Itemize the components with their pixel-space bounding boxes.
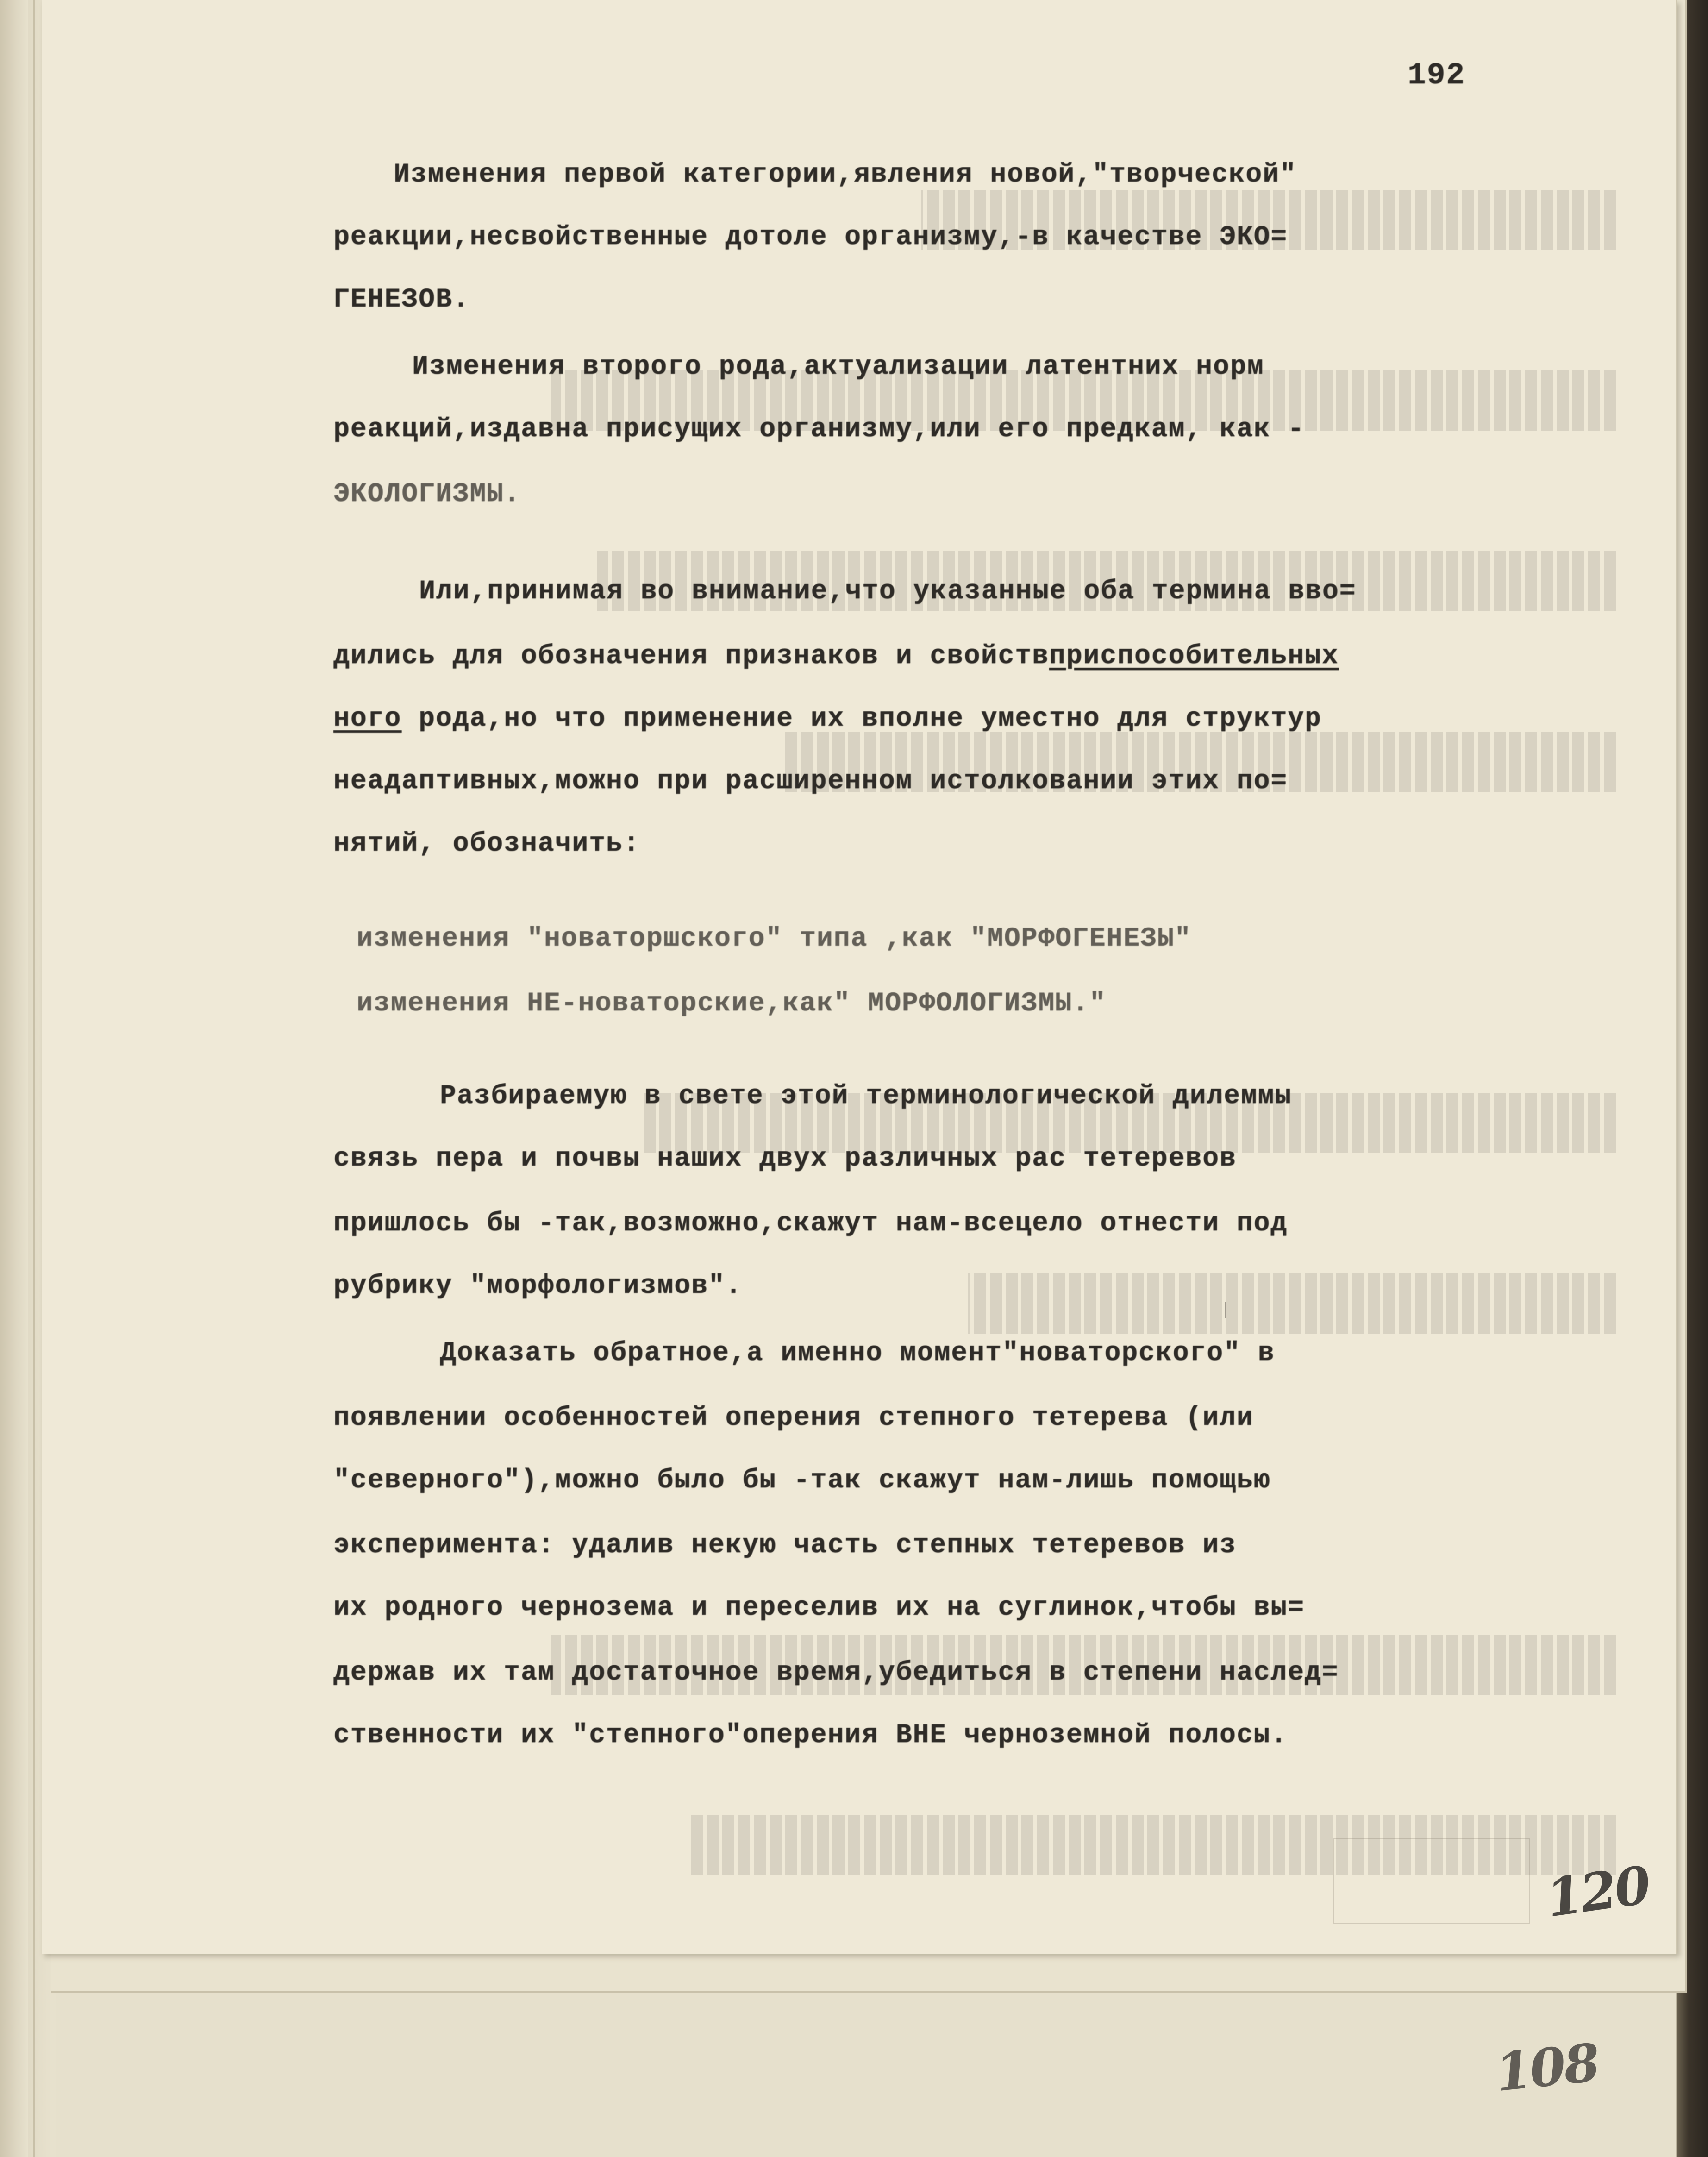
p3-line-4: неадаптивных,можно при расширенном истолковании этих по= — [333, 766, 1288, 796]
p3-line-5: нятий, обозначить: — [333, 829, 640, 859]
p5-line-7: ственности их "степного"оперения ВНЕ черноземной полосы. — [333, 1720, 1288, 1750]
p4-line-1: Разбираемую в свете этой терминологической дилеммы — [440, 1081, 1292, 1111]
handwritten-folio-number-2: 108 — [1492, 2032, 1602, 2104]
p3-line-1: Или,принимая во внимание,что указанные оба термина вво= — [419, 577, 1357, 607]
handwritten-folio-number: 120 — [1542, 1855, 1653, 1929]
list-item-1: изменения "новаторшского" типа ,как "МОРФОГЕНЕЗЫ" — [357, 924, 1192, 954]
p4-line-4: рубрику "морфологизмов". — [333, 1271, 743, 1301]
p1-line-1: Изменения первой категории,явления новой,"творческой" — [394, 160, 1297, 190]
p5-line-1: Доказать обратное,а именно момент"новаторского" в — [440, 1338, 1275, 1368]
p3-line-2-text: дились для обозначения признаков и свойств — [333, 641, 1049, 671]
p2-line-3: ЭКОЛОГИЗМЫ. — [333, 479, 521, 509]
p1-line-3: ГЕНЕЗОВ. — [333, 285, 470, 315]
p1-line-2: реакции,несвойственные дотоле организму,-в качестве ЭКО= — [333, 222, 1288, 252]
pencil-mark — [1225, 1302, 1226, 1318]
p3-line-3 — [333, 704, 1322, 734]
p3-underlined-word: приспособительных — [1049, 641, 1339, 671]
p5-line-5: их родного чернозема и переселив их на суглинок,чтобы вы= — [333, 1593, 1305, 1623]
p3-underlined-ending: ного — [333, 704, 402, 734]
p2-line-1: Изменения второго рода,актуализации латентних норм — [412, 352, 1264, 382]
p5-line-2: появлении особенностей оперения степного тетерева (или — [333, 1403, 1254, 1433]
p4-line-2: связь пера и почвы наших двух различных рас тетеревов — [333, 1144, 1237, 1174]
page-number: 192 — [1408, 58, 1465, 93]
faint-stamp-box — [1333, 1838, 1530, 1924]
p4-line-3: пришлось бы -так,возможно,скажут нам-всецело отнести под — [333, 1209, 1288, 1239]
binding-line — [33, 0, 35, 2157]
binding-edge — [0, 0, 28, 2157]
p5-line-3: "северного"),можно было бы -так скажут нам-лишь помощью — [333, 1466, 1271, 1496]
p3-line-2 — [333, 641, 1339, 671]
p3-line-3-text: рода,но что применение их вполне уместно для структур — [419, 704, 1322, 734]
p5-line-4: эксперимента: удалив некую часть степных тетеревов из — [333, 1530, 1237, 1561]
p2-line-2: реакций,издавна присущих организму,или его предкам, как - — [333, 414, 1305, 445]
p5-line-6: держав их там достаточное время,убедиться в степени наслед= — [333, 1658, 1339, 1688]
list-item-2: изменения НЕ-новаторские,как" МОРФОЛОГИЗМЫ." — [357, 989, 1107, 1019]
